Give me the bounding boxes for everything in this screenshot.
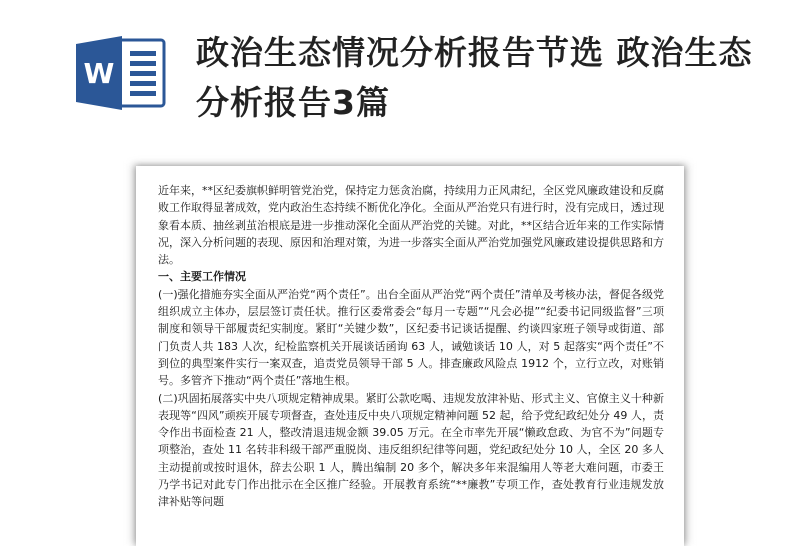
page-title: 政治生态情况分析报告节选 政治生态分析报告3篇: [196, 33, 753, 122]
word-icon-letter: W: [83, 57, 115, 90]
document-header: [0, 0, 800, 155]
paragraph-eight-rules: (二)巩固拓展落实中央八项规定精神成果。紧盯公款吃喝、违规发放津补贴、形式主义、官僚主义十种新表现等“四风”顽疾开展专项督查，查处违反中央八项规定精神问题 52 起，给予党纪政纪处分 49 人，责令作出书面检查 21 人，整改清退违规金额 39.05 万元。在全市率先开展“懒政怠政、为官不为”问题专项整治，查处 11 名转非科级干部严重脱岗、违反组织纪律等问题，党纪政纪处分 10 人，全区 20 多人主动提前或按时退休，辞去公职 1 人，腾出编制 20 多个，解决多年来混编用人等老大难问题，市委王乃学书记对此专门作出批示在全区推广经验。开展教育系统“**廉教”专项工作，查处教育行业违规发放津补贴等问题: [158, 391, 664, 509]
microsoft-word-icon: [74, 34, 166, 112]
paragraph-intro: 近年来，**区纪委旗帜鲜明管党治党，保持定力惩贪治腐，持续用力正风肃纪，全区党风廉政建设和反腐败工作取得显著成效，党内政治生态持续不断优化净化。全面从严治党只有进行时，没有完成日，透过现象看本质、抽丝剥茧治根底是进一步推动深化全面从严治党的关键。对此，**区结合近年来的工作实际情况，深入分析问题的表现、原因和治理对策，为进一步落实全面从严治党加强党风廉政建设提供思路和方法。: [158, 184, 664, 267]
document-page: [136, 166, 684, 546]
document-body: [158, 182, 664, 511]
paragraph-responsibility: (一)强化措施夯实全面从严治党“两个责任”。出台全面从严治党“两个责任”清单及考核办法，督促各级党组织成立主体办，层层签订责任状。推行区委常委会“每月一专题”“凡会必提”“纪委书记同级监督”三项制度和领导干部履责纪实制度。紧盯“关键少数”，区纪委书记谈话提醒、约谈四家班子领导或街道、部门负责人共 183 人次，纪检监察机关开展谈话函询 63 人，诫勉谈话 10 人，对 5 起落实“两个责任”不到位的典型案件实行一案双查，追责党员领导干部 5 人。排查廉政风险点 1912 个，立行立改，对账销号。多管齐下推动“两个责任”落地生根。: [158, 287, 664, 388]
section-heading: 一、主要工作情况: [158, 270, 246, 284]
